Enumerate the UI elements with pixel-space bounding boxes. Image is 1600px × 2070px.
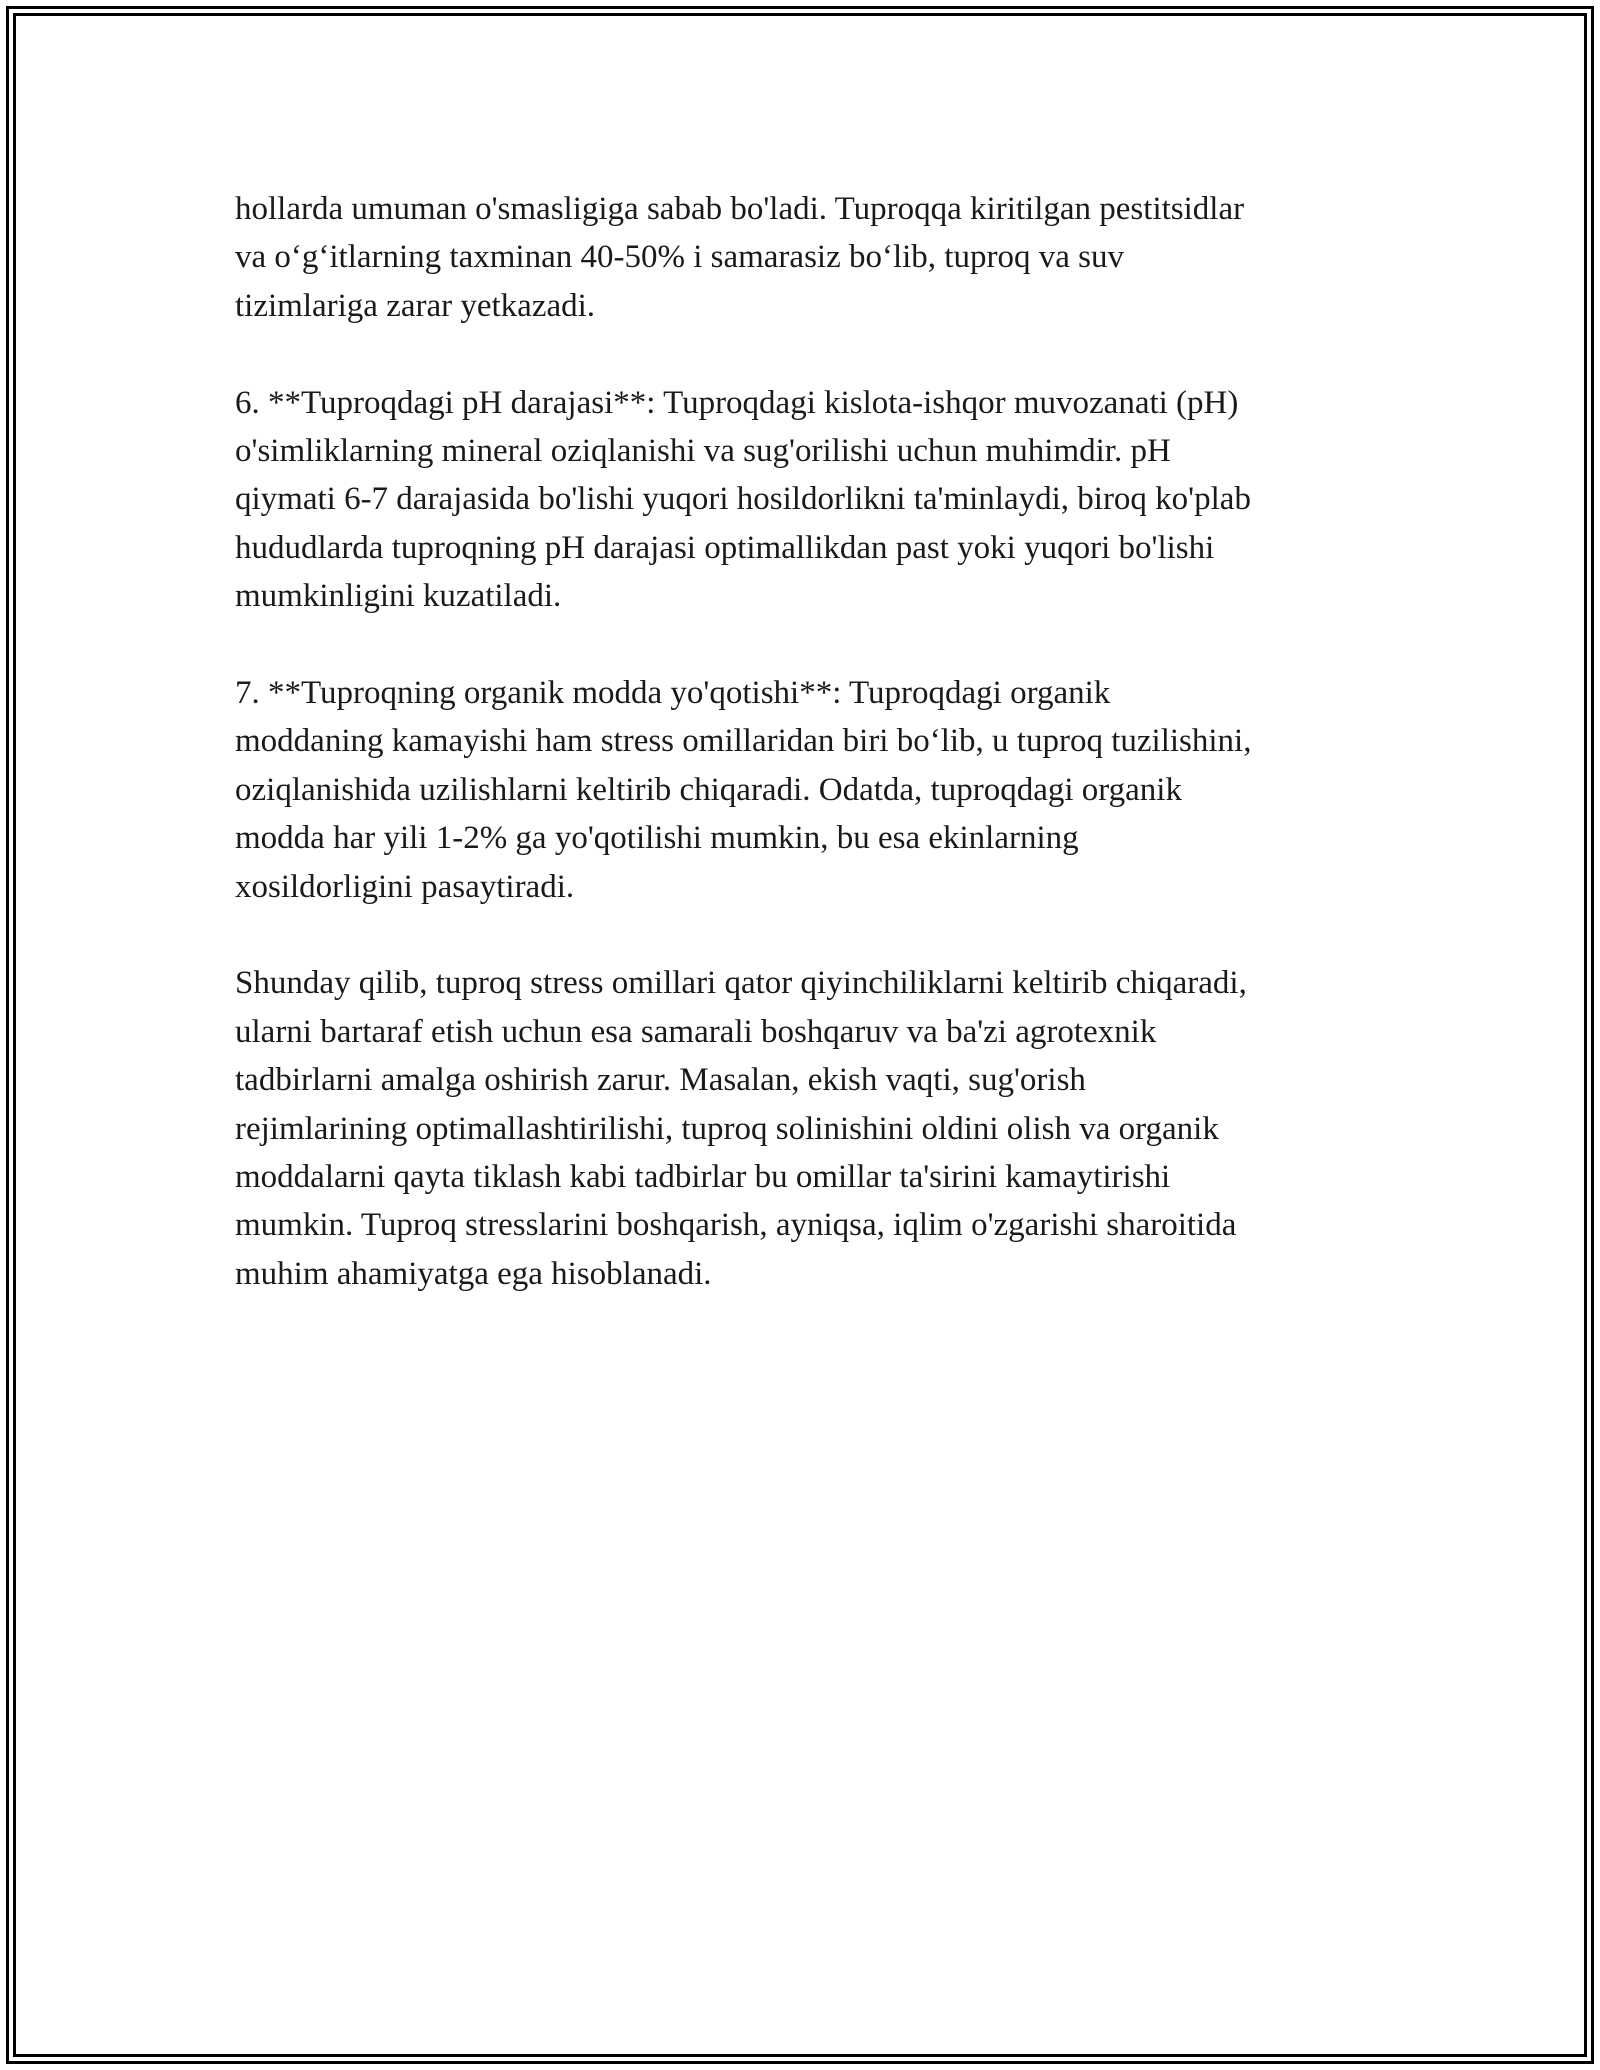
paragraph-intro-continuation: hollarda umuman o'smasligiga sabab bo'ladi. Tuproqqa kiritilgan pestitsidlar va o‘g‘itlarning taxminan 40-50% i samarasiz bo‘lib, tuproq va suv tizimlariga zarar yetkazadi. bbox=[235, 191, 1245, 324]
paragraph-conclusion: Shunday qilib, tuproq stress omillari qator qiyinchiliklarni keltirib chiqaradi, ularni bartaraf etish uchun esa samarali boshqaruv va ba'zi agrotexnik tadbirlarni amalga oshirish zarur. Masalan, ekish vaqti, sug'orish rejimlarining optimallashtirilishi, tuproq solinishini oldini olish va organik moddalarni qayta tiklash kabi tadbirlar bu omillar ta'sirini kamaytirishi mumkin. Tuproq stresslarini boshqarish, ayniqsa, iqlim o'zgarishi sharoitida muhim ahamiyatga ega hisoblanadi. bbox=[235, 965, 1247, 1292]
paragraph-organic-matter-loss: 7. **Tuproqning organik modda yo'qotishi**: Tuproqdagi organik moddaning kamayishi ham stress omillaridan biri bo‘lib, u tuproq tuzilishini, oziqlanishida uzilishlarni keltirib chiqaradi. Odatda, tuproqdagi organik modda har yili 1-2% ga yo'qotilishi mumkin, bu esa ekinlarning xosildorligini pasaytiradi. bbox=[235, 675, 1252, 905]
paragraph-soil-ph: 6. **Tuproqdagi pH darajasi**: Tuproqdagi kislota-ishqor muvozanati (pH) o'simliklarning mineral oziqlanishi va sug'orilishi uchun muhimdir. pH qiymati 6-7 darajasida bo'lishi yuqori hosildorlikni ta'minlaydi, biroq ko'plab hududlarda tuproqning pH darajasi optimallikdan past yoki yuqori bo'lishi mumkinligini kuzatiladi. bbox=[235, 384, 1251, 615]
document-body bbox=[235, 185, 1380, 1347]
